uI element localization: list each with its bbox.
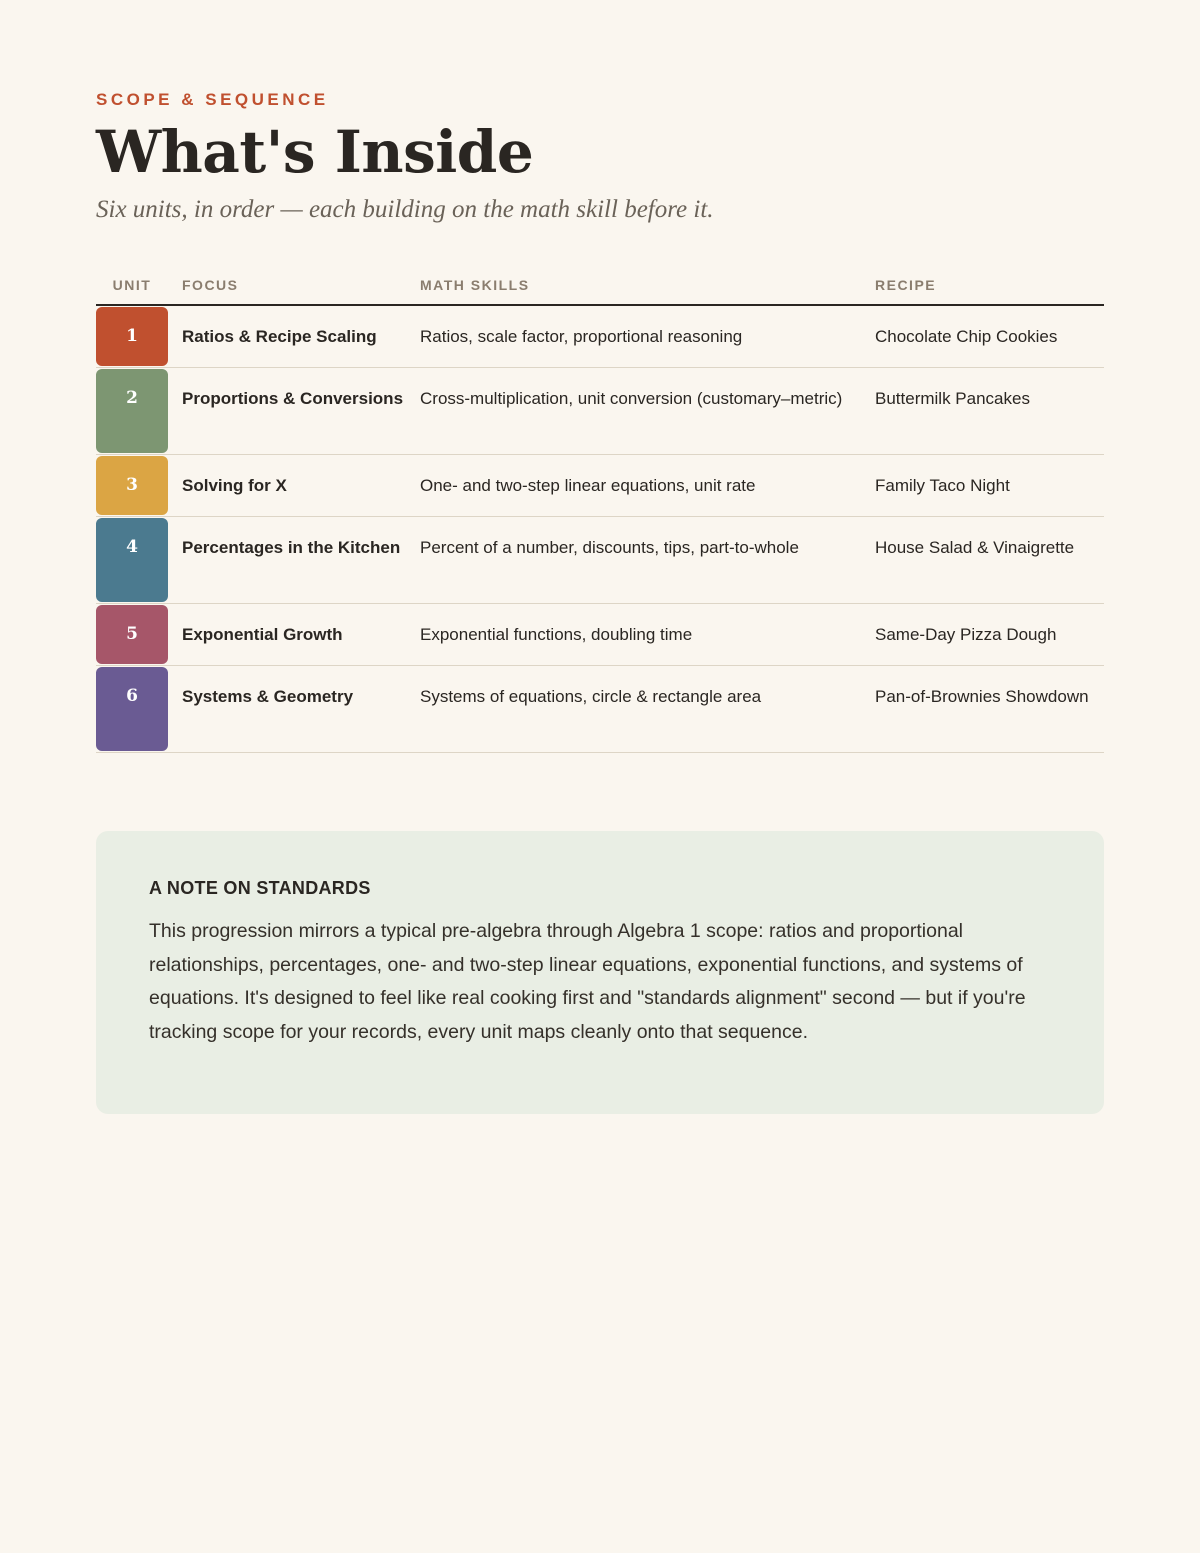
unit-focus: Percentages in the Kitchen	[182, 538, 401, 557]
unit-recipe: House Salad & Vinaigrette	[875, 538, 1075, 557]
unit-number-tile: 4	[96, 518, 168, 602]
column-header-focus: FOCUS	[182, 277, 239, 293]
unit-focus: Ratios & Recipe Scaling	[182, 327, 377, 346]
table-row	[96, 368, 1104, 455]
unit-math-skills: Percent of a number, discounts, tips, part-to-whole	[420, 538, 799, 557]
unit-number-tile: 5	[96, 605, 168, 664]
column-header-math-skills: MATH SKILLS	[420, 277, 530, 293]
column-header-recipe: RECIPE	[875, 277, 937, 293]
unit-focus: Systems & Geometry	[182, 687, 354, 706]
unit-math-skills: Cross-multiplication, unit conversion (customary–metric)	[420, 389, 843, 408]
unit-focus: Exponential Growth	[182, 625, 343, 644]
table-row	[96, 604, 1104, 666]
standards-note	[96, 831, 1104, 1114]
unit-recipe: Buttermilk Pancakes	[875, 389, 1030, 408]
table-header	[96, 268, 1104, 306]
unit-math-skills: Exponential functions, doubling time	[420, 625, 693, 644]
table-row	[96, 666, 1104, 753]
table-row	[96, 517, 1104, 604]
column-header-unit: UNIT	[112, 277, 152, 293]
unit-number-tile: 1	[96, 307, 168, 366]
unit-number-tile: 3	[96, 456, 168, 515]
unit-math-skills: One- and two-step linear equations, unit rate	[420, 476, 756, 495]
page-title: What's Inside	[96, 118, 534, 186]
page-subtitle: Six units, in order — each building on the math skill before it.	[96, 196, 714, 223]
unit-math-skills: Systems of equations, circle & rectangle area	[420, 687, 762, 706]
unit-number-tile: 2	[96, 369, 168, 453]
unit-recipe: Same-Day Pizza Dough	[875, 625, 1057, 644]
unit-number-tile: 6	[96, 667, 168, 751]
unit-focus: Solving for X	[182, 476, 287, 495]
unit-recipe: Chocolate Chip Cookies	[875, 327, 1058, 346]
note-body: This progression mirrors a typical pre-algebra through Algebra 1 scope: ratios and proportional relationships, percentages, one- and two-step linear equations, exponential functions, and systems of equations. It's designed to feel like real cooking first and "standards alignment" second — but if you're tracking scope for your records, every unit maps cleanly onto that sequence.	[149, 920, 1026, 1043]
table-row	[96, 455, 1104, 517]
note-title: A NOTE ON STANDARDS	[149, 878, 371, 898]
unit-focus: Proportions & Conversions	[182, 389, 404, 408]
eyebrow-label: SCOPE & SEQUENCE	[96, 90, 329, 109]
unit-math-skills: Ratios, scale factor, proportional reasoning	[420, 327, 743, 346]
units-table	[96, 268, 1104, 753]
table-row	[96, 306, 1104, 368]
unit-recipe: Family Taco Night	[875, 476, 1010, 495]
unit-recipe: Pan-of-Brownies Showdown	[875, 687, 1089, 706]
